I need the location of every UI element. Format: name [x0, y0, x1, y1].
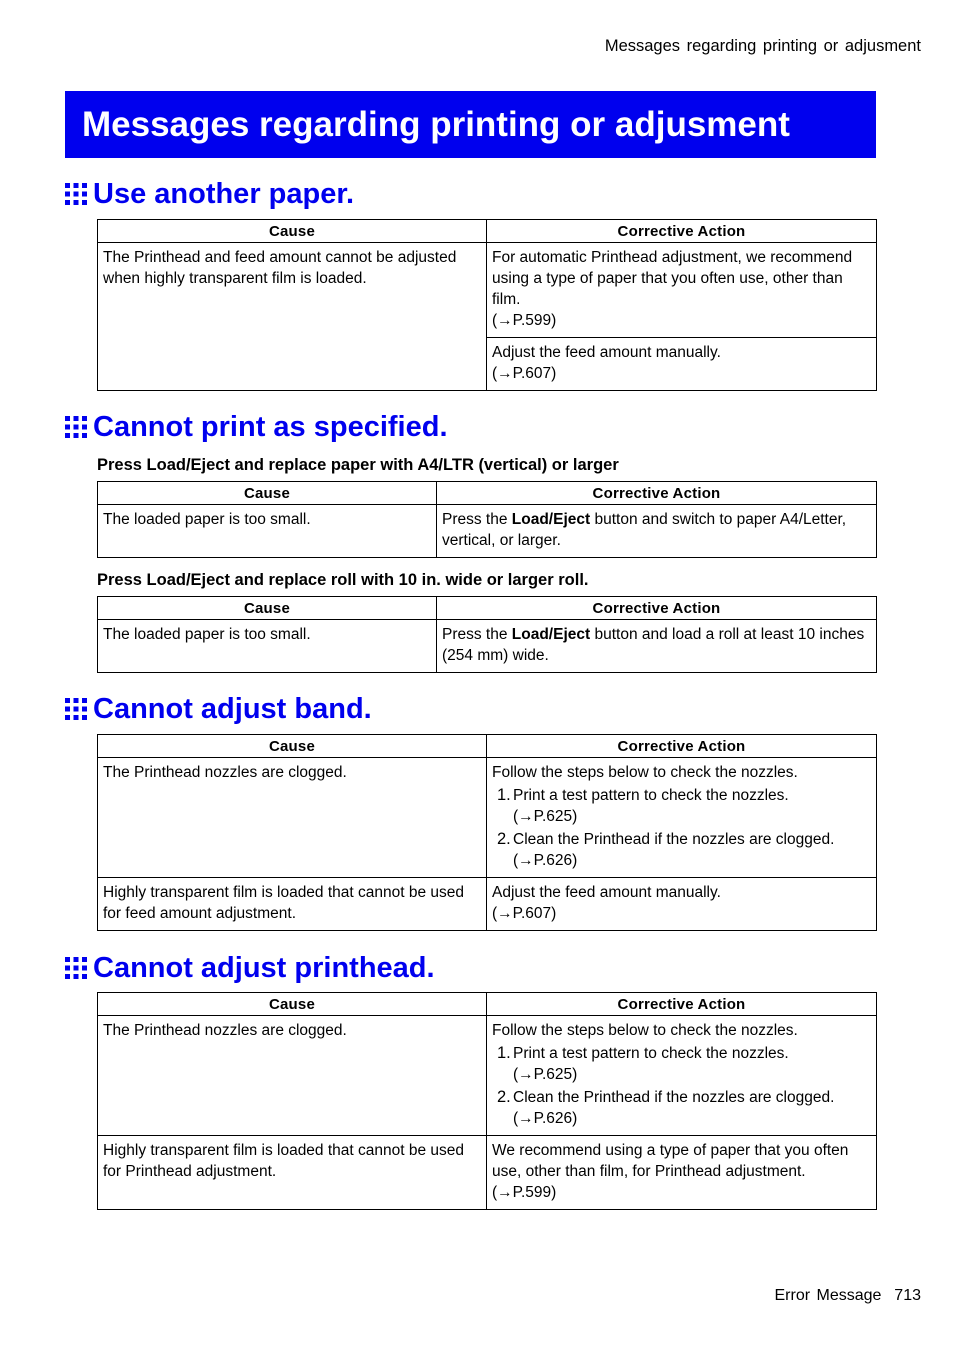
steps-list	[492, 1043, 871, 1129]
cause-cell: The Printhead nozzles are clogged.	[98, 758, 487, 878]
action-cell	[437, 505, 877, 558]
table-row	[98, 620, 877, 673]
section-heading-cannot-adjust-band	[65, 692, 372, 726]
column-header-action: Corrective Action	[487, 735, 877, 758]
step-text: Clean the Printhead if the nozzles are clogged.	[513, 831, 835, 848]
step-text: Print a test pattern to check the nozzles.	[513, 1045, 789, 1062]
section-heading-cannot-print-as-specified	[65, 410, 448, 444]
column-header-action: Corrective Action	[437, 482, 877, 505]
list-item	[492, 1043, 871, 1085]
action-cell	[437, 620, 877, 673]
grid-icon	[65, 183, 87, 205]
message-table-use-another-paper	[97, 219, 877, 391]
action-cell	[487, 878, 877, 931]
list-item	[492, 829, 871, 871]
step-number: 2.	[497, 830, 511, 848]
action-text: Press the	[442, 511, 512, 528]
action-cell	[487, 243, 877, 338]
step-text: Clean the Printhead if the nozzles are clogged.	[513, 1089, 835, 1106]
table-row	[98, 878, 877, 931]
table-header-row	[98, 597, 877, 620]
grid-icon	[65, 416, 87, 438]
action-text: Press the	[442, 626, 512, 643]
action-text: For automatic Printhead adjustment, we recommend using a type of paper that you often use, other than film.	[492, 249, 853, 308]
action-cell	[487, 1136, 877, 1210]
page-number: 713	[894, 1287, 921, 1304]
step-number: 2.	[497, 1088, 511, 1106]
steps-list	[492, 785, 871, 871]
column-header-cause: Cause	[98, 597, 437, 620]
page-title: Messages regarding printing or adjusment	[82, 105, 790, 144]
page-reference: (→P.626)	[513, 852, 578, 869]
table-row	[98, 1136, 877, 1210]
action-cell	[487, 1016, 877, 1136]
table-header-row	[98, 220, 877, 243]
action-text: Follow the steps below to check the nozzles.	[492, 764, 798, 781]
column-header-action: Corrective Action	[487, 220, 877, 243]
page-reference: (→P.599)	[492, 312, 557, 329]
column-header-cause: Cause	[98, 993, 487, 1016]
section-heading-text: Cannot adjust band.	[93, 693, 372, 725]
page-reference: (→P.626)	[513, 1110, 578, 1127]
section-heading-cannot-adjust-printhead	[65, 951, 435, 985]
cause-cell: The Printhead nozzles are clogged.	[98, 1016, 487, 1136]
table-header-row	[98, 735, 877, 758]
section-heading-text: Cannot adjust printhead.	[93, 952, 435, 984]
action-text: button and switch to paper A4/Letter, vertical, or larger.	[442, 511, 847, 549]
step-text: Print a test pattern to check the nozzles.	[513, 787, 789, 804]
list-item	[492, 1087, 871, 1129]
page-reference: (→P.607)	[492, 905, 557, 922]
grid-icon	[65, 698, 87, 720]
section-heading-use-another-paper	[65, 177, 354, 211]
page-footer	[774, 1287, 921, 1305]
message-subheading: Press Load/Eject and replace roll with 10 in. wide or larger roll.	[97, 571, 589, 589]
message-table-replace-paper	[97, 481, 877, 558]
page-reference: (→P.607)	[492, 365, 557, 382]
grid-icon	[65, 957, 87, 979]
step-number: 1.	[497, 786, 511, 804]
page-title-bar	[65, 91, 876, 158]
column-header-cause: Cause	[98, 735, 487, 758]
page-reference: (→P.625)	[513, 1066, 578, 1083]
cause-cell: The Printhead and feed amount cannot be adjusted when highly transparent film is loaded.	[98, 243, 487, 391]
page-reference: (→P.599)	[492, 1184, 557, 1201]
action-text: Adjust the feed amount manually.	[492, 884, 721, 901]
cause-cell: Highly transparent film is loaded that cannot be used for feed amount adjustment.	[98, 878, 487, 931]
table-header-row	[98, 482, 877, 505]
button-name: Load/Eject	[511, 626, 591, 643]
column-header-cause: Cause	[98, 220, 487, 243]
message-table-replace-roll	[97, 596, 877, 673]
cause-cell: Highly transparent film is loaded that cannot be used for Printhead adjustment.	[98, 1136, 487, 1210]
action-cell	[487, 758, 877, 878]
cause-cell: The loaded paper is too small.	[98, 505, 437, 558]
table-row	[98, 243, 877, 338]
button-name: Load/Eject	[511, 511, 591, 528]
list-item	[492, 785, 871, 827]
action-text: Adjust the feed amount manually.	[492, 344, 721, 361]
column-header-action: Corrective Action	[437, 597, 877, 620]
footer-section: Error Message	[774, 1287, 882, 1304]
action-text: Follow the steps below to check the nozzles.	[492, 1022, 798, 1039]
page-reference: (→P.625)	[513, 808, 578, 825]
step-number: 1.	[497, 1044, 511, 1062]
action-cell	[487, 338, 877, 391]
table-header-row	[98, 993, 877, 1016]
section-heading-text: Cannot print as specified.	[93, 411, 448, 443]
table-row	[98, 758, 877, 878]
action-text: We recommend using a type of paper that you often use, other than film, for Printhead adjustment.	[492, 1142, 849, 1180]
cause-cell: The loaded paper is too small.	[98, 620, 437, 673]
message-table-cannot-adjust-band	[97, 734, 877, 931]
column-header-cause: Cause	[98, 482, 437, 505]
section-heading-text: Use another paper.	[93, 178, 355, 210]
action-text: button and load a roll at least 10 inches (254 mm) wide.	[442, 626, 865, 664]
running-header: Messages regarding printing or adjusment	[604, 37, 921, 55]
message-table-cannot-adjust-printhead	[97, 992, 877, 1210]
table-row	[98, 1016, 877, 1136]
column-header-action: Corrective Action	[487, 993, 877, 1016]
message-subheading: Press Load/Eject and replace paper with A4/LTR (vertical) or larger	[97, 456, 619, 474]
table-row	[98, 505, 877, 558]
